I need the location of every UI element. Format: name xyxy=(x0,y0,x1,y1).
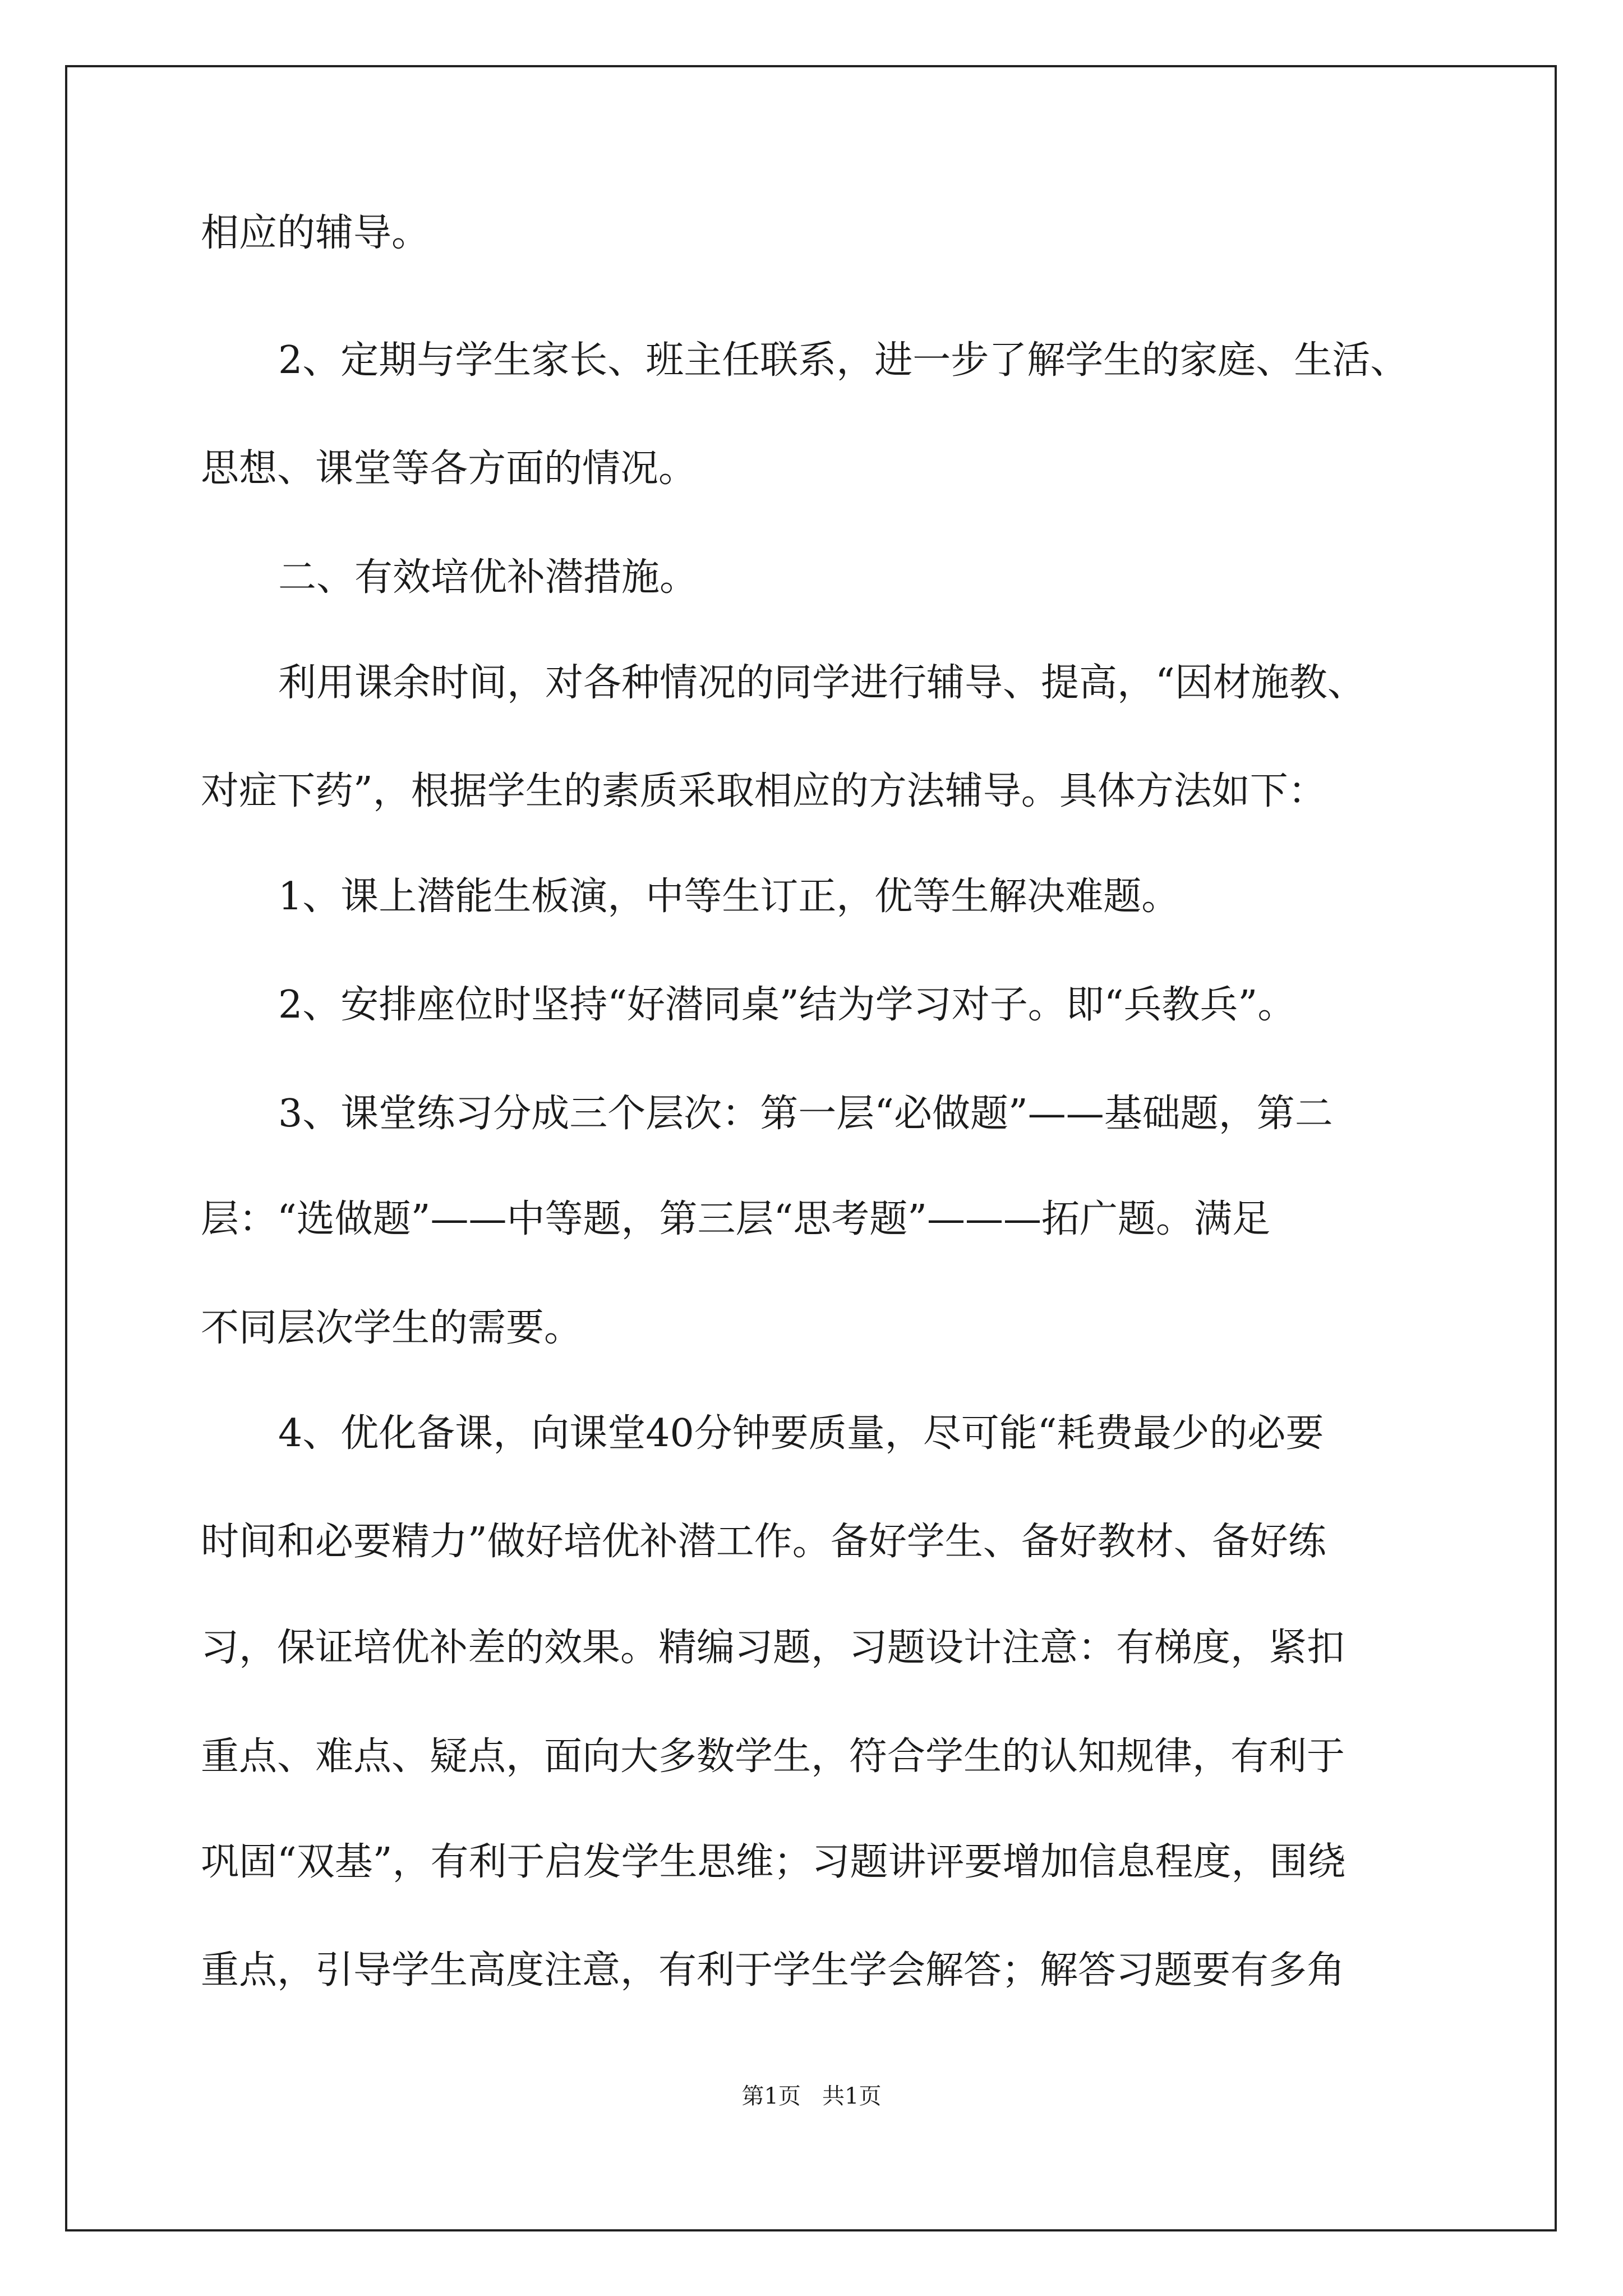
text-line-8: 2、安排座位时坚持“好潜同桌”结为学习对子。即“兵教兵”。 xyxy=(278,983,1296,1027)
text-line-7: 1、课上潜能生板演，中等生订正，优等生解决难题。 xyxy=(278,875,1180,919)
text-line-1: 相应的辅导。 xyxy=(201,211,430,255)
text-line-5: 利用课余时间，对各种情况的同学进行辅导、提高，“因材施教、 xyxy=(278,661,1366,705)
text-line-17: 重点，引导学生高度注意，有利于学生学会解答；解答习题要有多角 xyxy=(201,1948,1345,1993)
text-line-10: 层：“选做题”——中等题，第三层“思考题”———拓广题。满足 xyxy=(201,1197,1271,1241)
section-heading-2: 二、有效培优补潜措施。 xyxy=(278,555,698,600)
text-line-2: 2、定期与学生家长、班主任联系，进一步了解学生的家庭、生活、 xyxy=(278,338,1409,383)
page-frame xyxy=(65,65,1557,2231)
text-line-13: 时间和必要精力”做好培优补潜工作。备好学生、备好教材、备好练 xyxy=(201,1520,1326,1564)
text-line-6: 对症下药”，根据学生的素质采取相应的方法辅导。具体方法如下： xyxy=(201,769,1326,813)
text-line-14: 习，保证培优补差的效果。精编习题，习题设计注意：有梯度，紧扣 xyxy=(201,1626,1345,1670)
text-line-16: 巩固“双基”，有利于启发学生思维；习题讲评要增加信息程度，围绕 xyxy=(201,1840,1346,1884)
text-line-12: 4、优化备课，向课堂40分钟要质量，尽可能“耗费最少的必要 xyxy=(278,1411,1324,1456)
text-line-9: 3、课堂练习分成三个层次：第一层“必做题”——基础题，第二 xyxy=(278,1092,1333,1136)
page-footer: 第1页 共1页 xyxy=(741,2083,882,2109)
text-line-3: 思想、课堂等各方面的情况。 xyxy=(201,447,697,491)
text-line-15: 重点、难点、疑点，面向大多数学生，符合学生的认知规律，有利于 xyxy=(201,1734,1345,1779)
text-line-11: 不同层次学生的需要。 xyxy=(201,1306,583,1350)
